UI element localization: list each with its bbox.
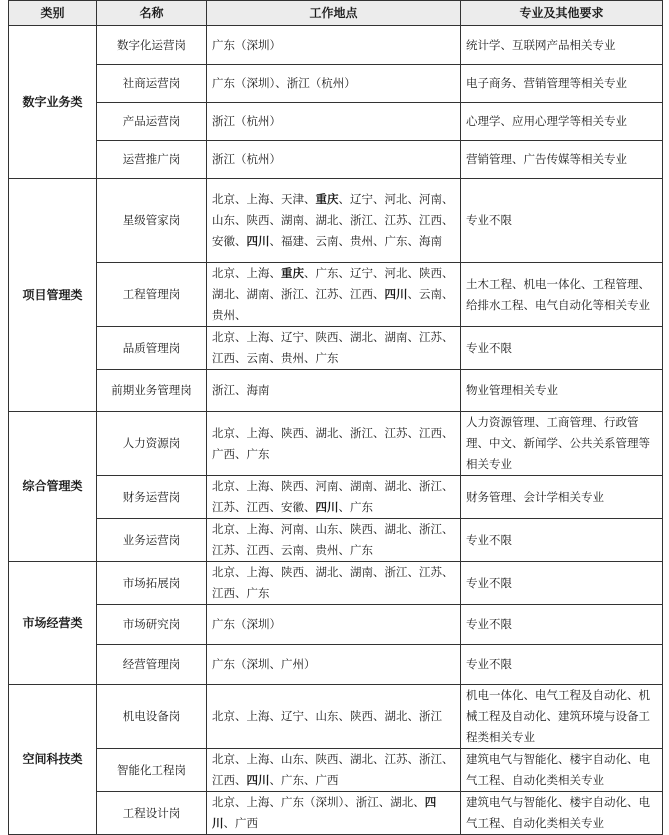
position-name-cell: 智能化工程岗 [97, 749, 207, 792]
table-row [9, 327, 663, 370]
bold-location: 重庆 [315, 192, 339, 206]
position-name-cell: 市场拓展岗 [97, 562, 207, 605]
position-name-cell: 前期业务管理岗 [97, 370, 207, 412]
location-cell: 北京、上海、山东、陕西、湖北、江苏、浙江、江西、四川、广东、广西 [207, 749, 461, 792]
category-cell: 空间科技类 [9, 685, 97, 835]
requirement-cell: 心理学、应用心理学等相关专业 [461, 103, 663, 141]
position-name-cell: 运营推广岗 [97, 141, 207, 179]
location-cell: 北京、上海、重庆、广东、辽宁、河北、陕西、湖北、湖南、浙江、江苏、江西、四川、云南、贵州、 [207, 263, 461, 327]
position-name-cell: 产品运营岗 [97, 103, 207, 141]
requirement-cell: 财务管理、会计学相关专业 [461, 476, 663, 519]
bold-location: 重庆 [281, 266, 304, 280]
location-cell: 北京、上海、辽宁、陕西、湖北、湖南、江苏、江西、云南、贵州、广东 [207, 327, 461, 370]
position-name-cell: 数字化运营岗 [97, 26, 207, 65]
requirement-cell: 统计学、互联网产品相关专业 [461, 26, 663, 65]
position-name-cell: 人力资源岗 [97, 412, 207, 476]
table-row [9, 749, 663, 792]
table-row [9, 179, 663, 263]
location-cell: 北京、上海、广东（深圳）、浙江、湖北、四川、广西 [207, 792, 461, 835]
location-cell: 北京、上海、陕西、湖北、浙江、江苏、江西、广西、广东 [207, 412, 461, 476]
bold-location: 四川 [315, 500, 339, 514]
requirement-cell: 电子商务、营销管理等相关专业 [461, 65, 663, 103]
header-name: 名称 [97, 1, 207, 26]
table-body [9, 26, 663, 835]
table-row [9, 519, 663, 562]
location-cell: 浙江（杭州） [207, 141, 461, 179]
position-name-cell: 品质管理岗 [97, 327, 207, 370]
category-cell: 项目管理类 [9, 179, 97, 412]
location-cell: 广东（深圳）、浙江（杭州） [207, 65, 461, 103]
header-category: 类别 [9, 1, 97, 26]
requirement-cell: 营销管理、广告传媒等相关专业 [461, 141, 663, 179]
position-name-cell: 工程设计岗 [97, 792, 207, 835]
position-name-cell: 市场研究岗 [97, 605, 207, 645]
category-cell: 数字业务类 [9, 26, 97, 179]
requirement-cell: 建筑电气与智能化、楼宇自动化、电气工程、自动化类相关专业 [461, 749, 663, 792]
position-name-cell: 社商运营岗 [97, 65, 207, 103]
position-name-cell: 工程管理岗 [97, 263, 207, 327]
requirement-cell: 专业不限 [461, 645, 663, 685]
table-row [9, 263, 663, 327]
location-cell: 浙江、海南 [207, 370, 461, 412]
bold-location: 四川 [212, 795, 437, 830]
requirement-cell: 专业不限 [461, 179, 663, 263]
requirement-cell: 土木工程、机电一体化、工程管理、给排水工程、电气自动化等相关专业 [461, 263, 663, 327]
bold-location: 四川 [246, 234, 270, 248]
requirement-cell: 专业不限 [461, 605, 663, 645]
position-name-cell: 业务运营岗 [97, 519, 207, 562]
category-cell: 市场经营类 [9, 562, 97, 685]
location-cell: 广东（深圳） [207, 605, 461, 645]
header-requirement: 专业及其他要求 [461, 1, 663, 26]
position-name-cell: 星级管家岗 [97, 179, 207, 263]
location-cell: 广东（深圳） [207, 26, 461, 65]
table-row [9, 26, 663, 65]
requirement-cell: 专业不限 [461, 562, 663, 605]
table-row [9, 645, 663, 685]
category-cell: 综合管理类 [9, 412, 97, 562]
table-row [9, 792, 663, 835]
table-row [9, 141, 663, 179]
position-name-cell: 机电设备岗 [97, 685, 207, 749]
bold-location: 四川 [384, 287, 408, 301]
header-row [9, 1, 663, 26]
location-cell: 广东（深圳、广州） [207, 645, 461, 685]
table-row [9, 605, 663, 645]
location-cell: 北京、上海、陕西、河南、湖南、湖北、浙江、江苏、江西、安徽、四川、广东 [207, 476, 461, 519]
position-name-cell: 财务运营岗 [97, 476, 207, 519]
location-cell: 浙江（杭州） [207, 103, 461, 141]
location-cell: 北京、上海、辽宁、山东、陕西、湖北、浙江 [207, 685, 461, 749]
bold-location: 四川 [246, 773, 270, 787]
table-row [9, 65, 663, 103]
requirement-cell: 专业不限 [461, 519, 663, 562]
table-row [9, 103, 663, 141]
requirement-cell: 建筑电气与智能化、楼宇自动化、电气工程、自动化类相关专业 [461, 792, 663, 835]
requirement-cell: 专业不限 [461, 327, 663, 370]
table-row [9, 370, 663, 412]
position-name-cell: 经营管理岗 [97, 645, 207, 685]
recruitment-table [8, 0, 663, 835]
header-location: 工作地点 [207, 1, 461, 26]
location-cell: 北京、上海、天津、重庆、辽宁、河北、河南、山东、陕西、湖南、湖北、浙江、江苏、江西、安徽、四川、福建、云南、贵州、广东、海南 [207, 179, 461, 263]
location-cell: 北京、上海、河南、山东、陕西、湖北、浙江、江苏、江西、云南、贵州、广东 [207, 519, 461, 562]
table-row [9, 685, 663, 749]
requirement-cell: 物业管理相关专业 [461, 370, 663, 412]
location-cell: 北京、上海、陕西、湖北、湖南、浙江、江苏、江西、广东 [207, 562, 461, 605]
requirement-cell: 机电一体化、电气工程及自动化、机械工程及自动化、建筑环境与设备工程类相关专业 [461, 685, 663, 749]
table-row [9, 476, 663, 519]
table-row [9, 562, 663, 605]
requirement-cell: 人力资源管理、工商管理、行政管理、中文、新闻学、公共关系管理等相关专业 [461, 412, 663, 476]
table-row [9, 412, 663, 476]
